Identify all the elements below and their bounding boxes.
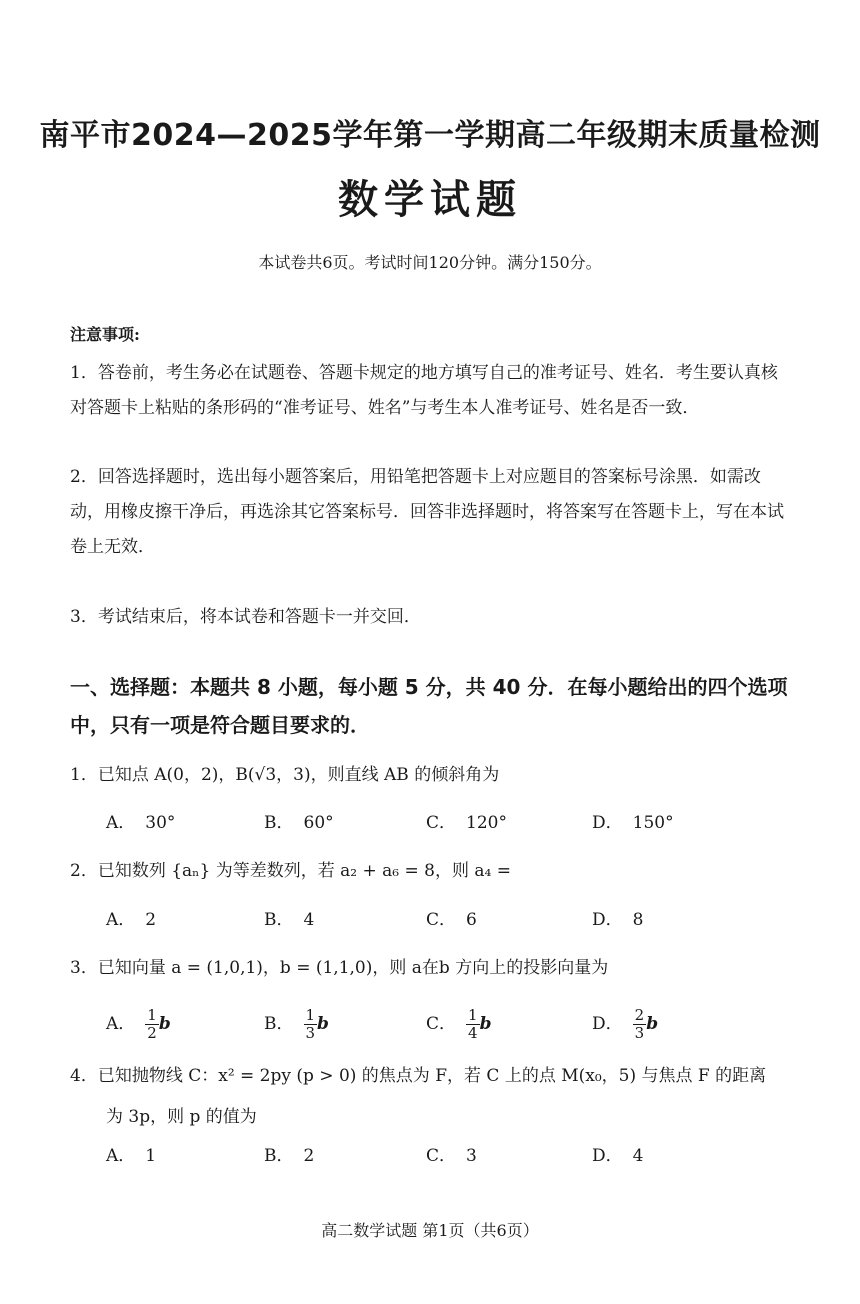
fraction-denominator: 2 (147, 1024, 157, 1042)
question-1-options (106, 803, 806, 843)
fraction-numerator: 1 (147, 1006, 157, 1024)
question-2-options (106, 900, 806, 940)
notice-heading: 注意事项: (70, 325, 140, 344)
fraction (145, 1007, 159, 1042)
option-text: 60° (303, 813, 334, 833)
vector-symbol: b (646, 1014, 659, 1034)
option-a (106, 803, 175, 843)
option-c (426, 900, 477, 940)
question-2-stem: 2．已知数列 {aₙ} 为等差数列，若 a₂ + a₆ = 8，则 a₄ = (70, 861, 511, 881)
fraction-numerator: 2 (634, 1006, 645, 1024)
option-text: 2 (145, 910, 157, 930)
option-label: B． (264, 813, 294, 833)
option-label: B． (264, 910, 294, 930)
option-text: 4 (632, 1146, 644, 1166)
fraction-denominator: 3 (305, 1024, 316, 1042)
option-b (264, 803, 334, 843)
option-c (426, 1136, 477, 1176)
fraction (304, 1007, 318, 1042)
exam-title: 南平市2024—2025学年第一学期高二年级期末质量检测 (39, 118, 821, 153)
option-text: 30° (145, 813, 176, 833)
option-label: A． (106, 813, 136, 833)
question-3-options (106, 1004, 806, 1044)
exam-info: 本试卷共6页。考试时间120分钟。满分150分。 (258, 253, 602, 272)
option-label: C． (426, 1146, 457, 1166)
option-label: B． (264, 1014, 294, 1034)
option-label: C． (426, 910, 457, 930)
option-text: 6 (466, 910, 477, 930)
option-a (106, 1004, 171, 1044)
option-text: 2 (303, 1146, 315, 1166)
question-4-stem-line1: 4．已知抛物线 C：x² = 2py (p > 0) 的焦点为 F，若 C 上的点 M(x₀，5) 与焦点 F 的距离 (70, 1066, 767, 1086)
page-footer: 高二数学试题 第1页（共6页） (321, 1221, 539, 1240)
section-heading: 一、选择题：本题共 8 小题，每小题 5 分，共 40 分．在每小题给出的四个选项中，只有一项是符合题目要求的． (70, 675, 788, 737)
option-d (592, 803, 674, 843)
notice-item-2: 2．回答选择题时，选出每小题答案后，用铅笔把答题卡上对应题目的答案标号涂黑．如需改动，用橡皮擦干净后，再选涂其它答案标号．回答非选择题时，将答案写在答题卡上，写在本试卷上无效． (70, 467, 784, 557)
option-text: 8 (632, 910, 644, 930)
question-4-stem-line2: 为 3p，则 p 的值为 (106, 1107, 257, 1127)
option-text: 150° (632, 813, 674, 833)
vector-symbol: b (317, 1014, 329, 1034)
exam-subtitle: 数学试题 (338, 177, 522, 223)
option-text: 4 (303, 910, 315, 930)
option-label: C． (426, 1014, 457, 1034)
notice-item-3: 3．考试结束后，将本试卷和答题卡一并交回． (70, 607, 421, 627)
option-d (592, 1004, 658, 1044)
option-label: D． (592, 1146, 623, 1166)
question-4-options (106, 1136, 806, 1176)
option-label: A． (106, 1014, 136, 1034)
vector-symbol: b (479, 1014, 492, 1034)
option-text: 3 (466, 1146, 477, 1166)
option-label: C． (426, 813, 457, 833)
option-d (592, 1136, 643, 1176)
option-label: A． (106, 910, 136, 930)
option-b (264, 1136, 314, 1176)
option-a (106, 1136, 156, 1176)
option-c (426, 1004, 491, 1044)
fraction-numerator: 1 (305, 1006, 316, 1024)
vector-symbol: b (158, 1014, 171, 1034)
option-text: 1 (145, 1146, 157, 1166)
option-a (106, 900, 156, 940)
fraction-denominator: 4 (468, 1024, 478, 1042)
option-c (426, 803, 507, 843)
option-b (264, 1004, 329, 1044)
fraction (633, 1007, 647, 1042)
fraction (466, 1007, 480, 1042)
option-label: A． (106, 1146, 136, 1166)
option-b (264, 900, 314, 940)
question-3-stem: 3．已知向量 a = (1,0,1)，b = (1,1,0)，则 a在b 方向上的投影向量为 (70, 958, 609, 978)
option-label: B． (264, 1146, 294, 1166)
fraction-numerator: 1 (468, 1006, 478, 1024)
fraction-denominator: 3 (634, 1024, 645, 1042)
notice-item-1: 1．答卷前，考生务必在试题卷、答题卡规定的地方填写自己的准考证号、姓名．考生要认真核对答题卡上粘贴的条形码的“准考证号、姓名”与考生本人准考证号、姓名是否一致． (70, 363, 778, 418)
option-label: D． (592, 910, 623, 930)
option-text: 120° (466, 813, 507, 833)
option-d (592, 900, 643, 940)
question-1-stem: 1．已知点 A(0，2)，B(√3，3)，则直线 AB 的倾斜角为 (70, 765, 500, 785)
option-label: D． (592, 1014, 623, 1034)
option-label: D． (592, 813, 623, 833)
